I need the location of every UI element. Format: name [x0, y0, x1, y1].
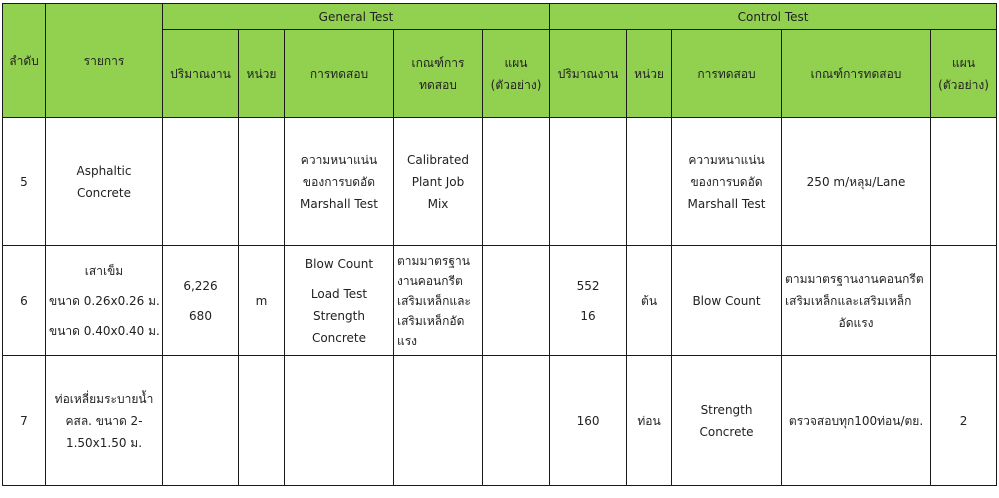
table-row	[3, 118, 997, 246]
control-criteria-cell: 250 m/หลุม/Lane	[782, 118, 931, 246]
general-unit-cell	[239, 356, 285, 486]
row-item: Asphaltic Concrete	[46, 118, 163, 246]
control-criteria-cell: ตรวจสอบทุก100ท่อน/ตย.	[782, 356, 931, 486]
header-control-qty: ปริมาณงาน	[550, 30, 627, 118]
general-plan-cell	[483, 356, 550, 486]
header-general-plan: แผน (ตัวอย่าง)	[483, 30, 550, 118]
control-test-cell: Blow Count	[672, 246, 782, 356]
header-item: รายการ	[46, 4, 163, 118]
control-qty-cell: 552 16	[550, 246, 627, 356]
control-plan-cell: 2	[931, 356, 997, 486]
general-criteria-cell	[394, 356, 483, 486]
general-criteria-cell: ตามมาตรฐาน งานคอนกรีต เสริมเหล็กและ เสริมเหล็กอัด แรง	[394, 246, 483, 356]
general-unit-cell	[239, 118, 285, 246]
control-qty-cell: 160	[550, 356, 627, 486]
test-plan-table	[2, 3, 997, 486]
row-no: 7	[3, 356, 46, 486]
general-qty-cell	[163, 118, 239, 246]
control-test-cell: ความหนาแน่น ของการบดอัด Marshall Test	[672, 118, 782, 246]
general-plan-cell	[483, 246, 550, 356]
general-unit-cell: m	[239, 246, 285, 356]
general-criteria-cell: Calibrated Plant Job Mix	[394, 118, 483, 246]
row-item: เสาเข็ม ขนาด 0.26x0.26 ม. ขนาด 0.40x0.40 ม.	[46, 246, 163, 356]
table-row	[3, 356, 997, 486]
row-no: 6	[3, 246, 46, 356]
header-row-1	[3, 4, 997, 30]
row-no: 5	[3, 118, 46, 246]
control-plan-cell	[931, 246, 997, 356]
control-plan-cell	[931, 118, 997, 246]
header-general-criteria: เกณฑ์การ ทดสอบ	[394, 30, 483, 118]
control-qty-cell	[550, 118, 627, 246]
header-general-unit: หน่วย	[239, 30, 285, 118]
header-control-test-method: การทดสอบ	[672, 30, 782, 118]
header-no: ลำดับ	[3, 4, 46, 118]
general-test-cell: ความหนาแน่น ของการบดอัด Marshall Test	[285, 118, 394, 246]
header-control-plan: แผน (ตัวอย่าง)	[931, 30, 997, 118]
general-test-cell	[285, 356, 394, 486]
control-unit-cell: ต้น	[627, 246, 672, 356]
general-qty-cell: 6,226 680	[163, 246, 239, 356]
header-general-test: General Test	[163, 4, 550, 30]
row-item: ท่อเหลี่ยมระบายน้ำ คสล. ขนาด 2- 1.50x1.50 ม.	[46, 356, 163, 486]
general-test-cell: Blow Count Load Test Strength Concrete	[285, 246, 394, 356]
header-control-criteria: เกณฑ์การทดสอบ	[782, 30, 931, 118]
general-qty-cell	[163, 356, 239, 486]
control-criteria-cell: ตามมาตรฐานงานคอนกรีต เสริมเหล็กและเสริมเหล็ก อัดแรง	[782, 246, 931, 356]
control-unit-cell	[627, 118, 672, 246]
header-control-unit: หน่วย	[627, 30, 672, 118]
general-plan-cell	[483, 118, 550, 246]
header-general-test-method: การทดสอบ	[285, 30, 394, 118]
control-test-cell: Strength Concrete	[672, 356, 782, 486]
control-unit-cell: ท่อน	[627, 356, 672, 486]
header-general-qty: ปริมาณงาน	[163, 30, 239, 118]
header-control-test: Control Test	[550, 4, 997, 30]
table-row	[3, 246, 997, 356]
